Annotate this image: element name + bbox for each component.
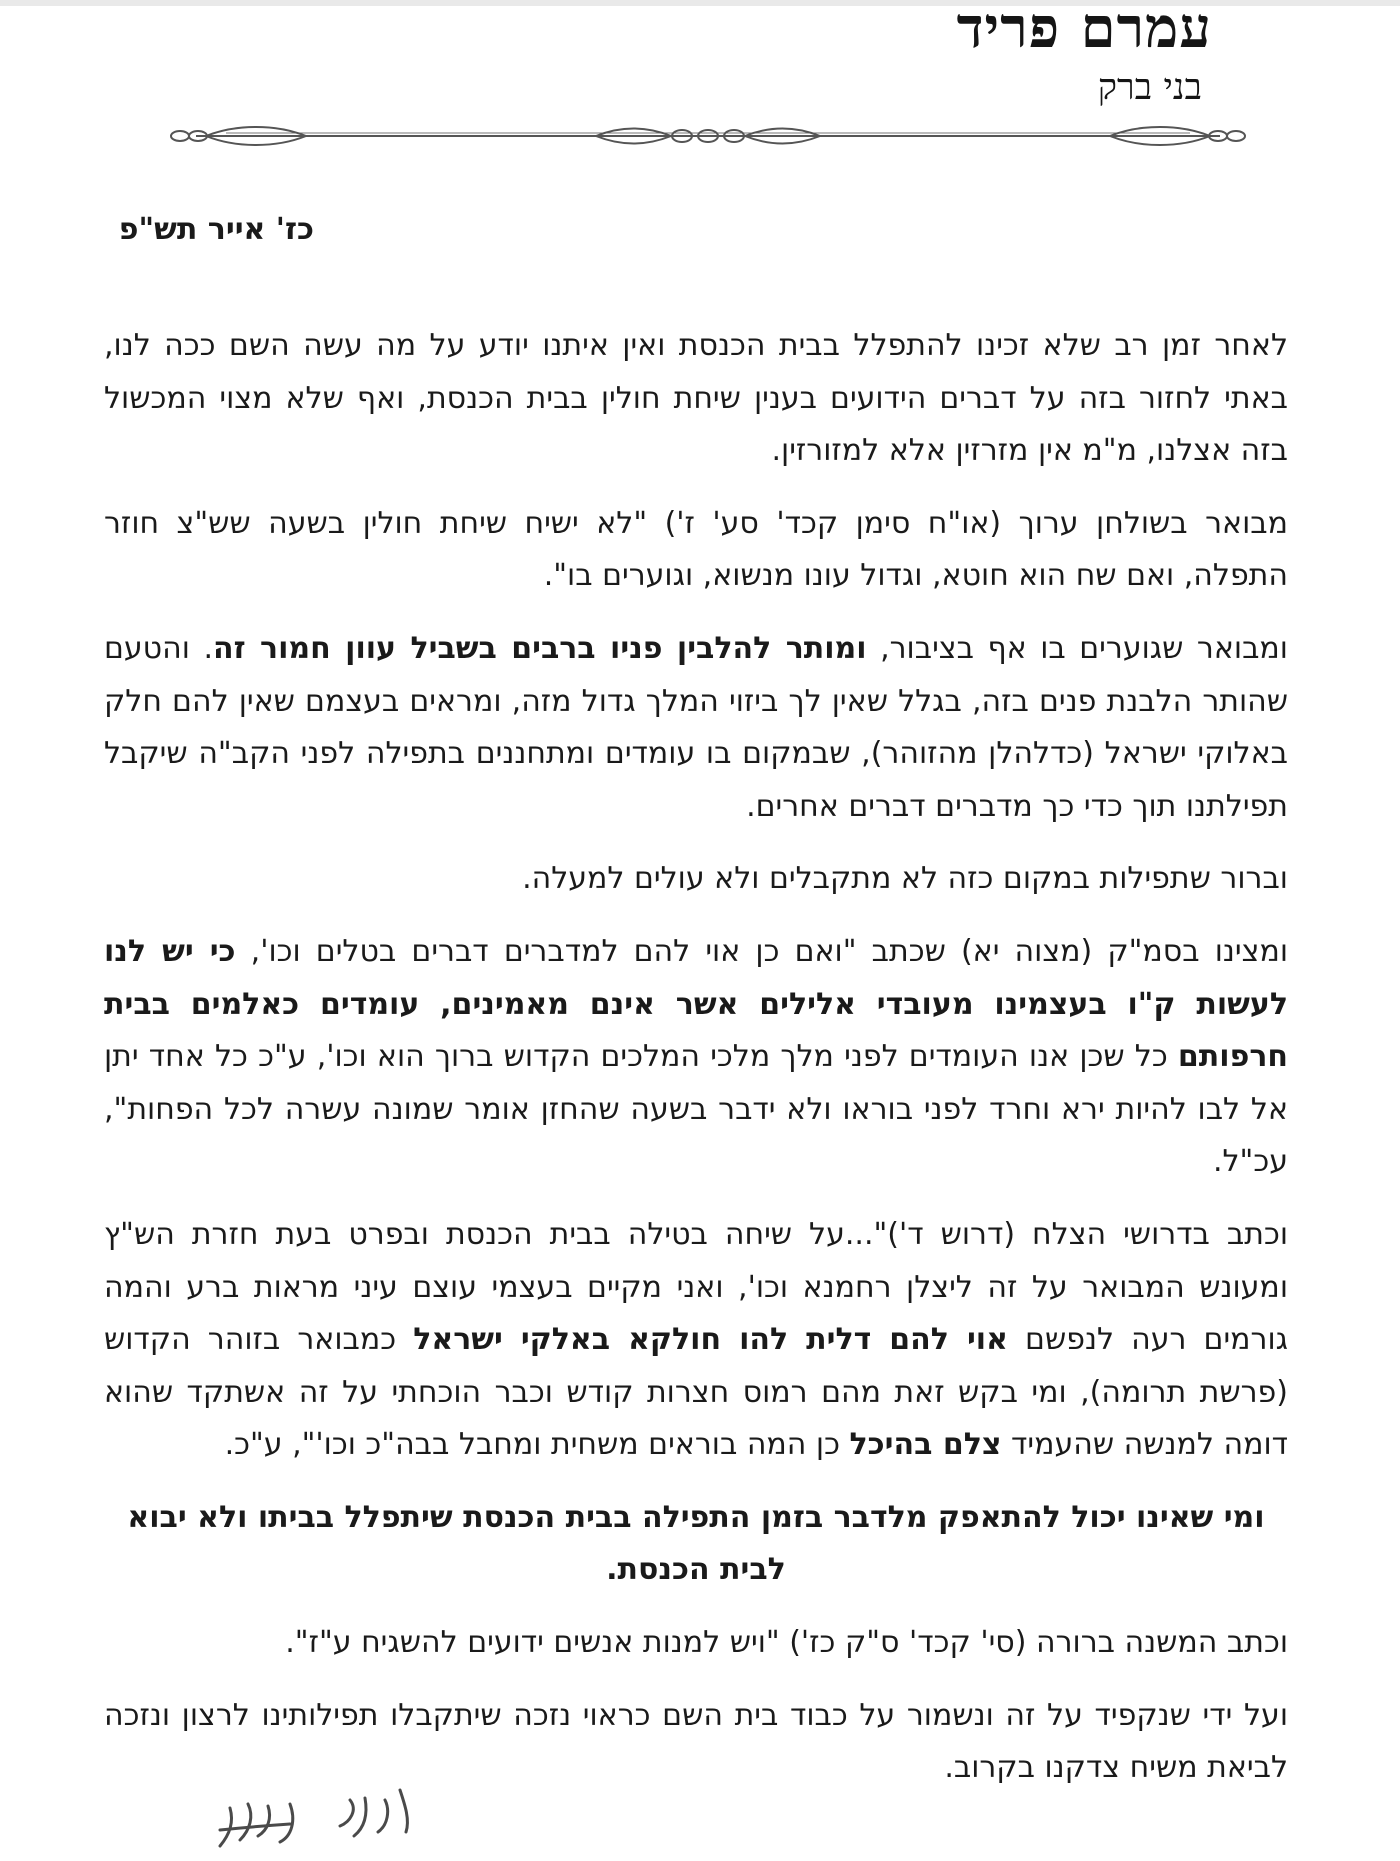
ornamental-divider bbox=[166, 118, 1250, 154]
paragraph-conclusion: ומי שאינו יכול להתאפק מלדבר בזמן התפילה בבית הכנסת שיתפלל בביתו ולא יבוא לבית הכנסת. bbox=[127, 1499, 1265, 1588]
paragraph-blessing: ועל ידי שנקפיד על זה ונשמור על כבוד בית השם כראוי נזכה שיתקבלו תפילותינו לרצון ונזכה לביאת משיח צדקנו בקרוב. bbox=[104, 1697, 1288, 1786]
paragraph-text: כמבואר בזוהר הקדוש (פרשת תרומה), ומי בקש זאת מהם רמוס חצרות קודש וכבר הוכחתי על זה אשתקד שהוא דומה למנשה שהעמיד bbox=[104, 1322, 1288, 1463]
paragraph-intro: לאחר זמן רב שלא זכינו להתפלל בבית הכנסת ואין איתנו יודע על מה עשה השם ככה לנו, באתי לחזור בזה על דברים הידועים בענין שיחת חולין בבית הכנסת, ואף שלא מצוי המכשול בזה אצלנו, מ"מ אין מזרזין אלא למזורזין. bbox=[104, 328, 1288, 469]
paragraph-text: וכתב בדרושי הצלח (דרוש ד')"...על שיחה בטילה בבית הכנסת ובפרט בעת חזרת הש"ץ ומעונש המבואר על זה ליצלן רחמנא וכו', ואני מקיים בעצמי עוצם עיני מראות ברע והמה גורמים רעה לנפשם bbox=[104, 1216, 1288, 1358]
paragraph-explanation bbox=[104, 623, 1288, 833]
paragraph-text: ומבואר שגוערים בו אף בציבור, bbox=[866, 630, 1288, 666]
bold-phrase: כי יש לנו לעשות ק"ו בעצמינו מעובדי אלילים אשר אינם מאמינים, עומדים כאלמים בבית חרפותם bbox=[104, 933, 1288, 1075]
bold-phrase: ומותר להלבין פניו ברבים בשביל עוון חמור זה bbox=[212, 630, 867, 666]
sender-city: בני ברק bbox=[1097, 67, 1202, 108]
letterhead bbox=[957, 0, 1212, 108]
paragraph-text: ומצינו בסמ"ק (מצוה יא) שכתב "ואם כן אוי להם למדברים דברים בטלים וכו', bbox=[235, 933, 1288, 969]
handwritten-signature bbox=[200, 1770, 460, 1856]
sender-name: עמרם פריד bbox=[956, 0, 1212, 61]
paragraph-mishna-brura: וכתב המשנה ברורה (סי' קכד' ס"ק כז') "ויש למנות אנשים ידועים להשגיח ע"ז". bbox=[285, 1625, 1288, 1661]
paragraph-prayers: וברור שתפילות במקום כזה לא מתקבלים ולא עולים למעלה. bbox=[522, 861, 1288, 897]
paragraph-hatzlach bbox=[104, 1209, 1288, 1472]
paragraph-text: כן המה בוראים משחית ומחבל בבה"כ וכו'", ע"כ. bbox=[224, 1427, 850, 1463]
paragraph-text: . והטעם שהותר הלבנת פנים בזה, בגלל שאין לך ביזוי המלך גדול מזה, ומראים בעצמם שאין להם חלק באלוקי ישראל (כדלהלן מהזוהר), שבמקום בו עומדים ומתחננים בתפילה לפני הקב"ה שיקבל תפילתנו תוך כדי כך מדברים דברים אחרים. bbox=[104, 630, 1288, 824]
paragraph-smak bbox=[104, 926, 1288, 1189]
bold-phrase: צלם בהיכל bbox=[849, 1427, 1002, 1463]
letter-body bbox=[104, 320, 1288, 1815]
paragraph-shulchan-aruch: מבואר בשולחן ערוך (או"ח סימן קכד' סע' ז') "לא ישיח שיחת חולין בשעה שש"צ חוזר התפלה, ואם שח הוא חוטא, וגדול עונו מנשוא, וגוערים בו". bbox=[104, 505, 1288, 594]
bold-phrase: אוי להם דלית להו חולקא באלקי ישראל bbox=[413, 1322, 1008, 1358]
letter-date: כז' אייר תש"פ bbox=[118, 212, 314, 247]
paragraph-text: כל שכן אנו העומדים לפני מלך מלכי המלכים הקדוש ברוך הוא וכו', ע"כ כל אחד יתן אל לבו להיות ירא וחרד לפני בוראו ולא ידבר בשעה שהחזן אומר שמונה עשרה לכל הפחות", עכ"ל. bbox=[104, 1039, 1288, 1180]
